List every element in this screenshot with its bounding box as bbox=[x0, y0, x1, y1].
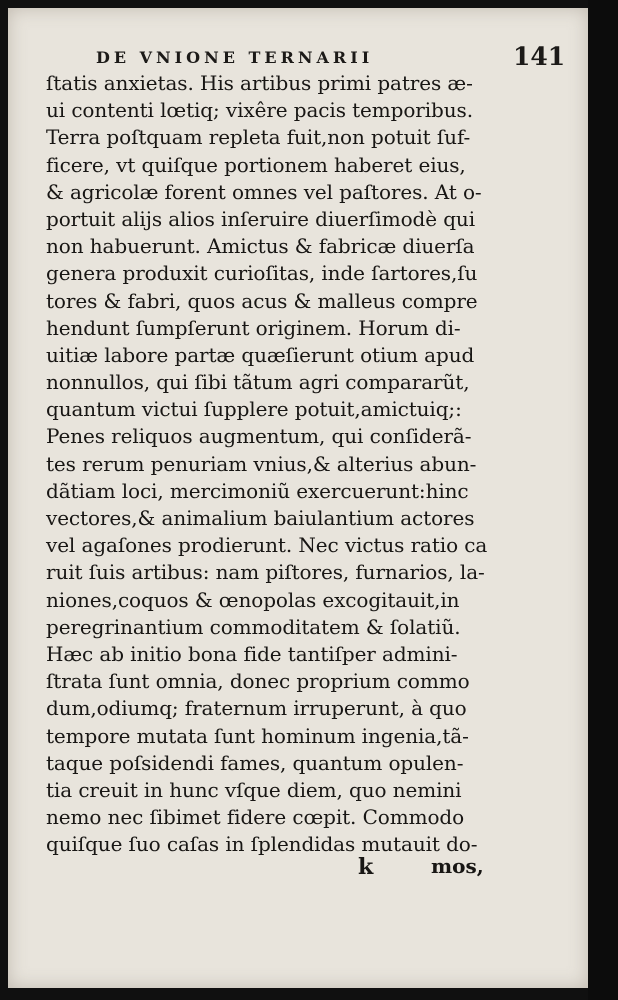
text-line: tores & fabri, quos acus & malleus compre bbox=[46, 288, 478, 313]
text-line: vel agaſones prodierunt. Nec victus ratio ca bbox=[46, 533, 488, 558]
text-line: Terra poſtquam repleta fuit,non potuit ſuf- bbox=[46, 125, 471, 150]
text-line: genera produxit curioſitas, inde ſartores,ſu bbox=[46, 261, 478, 286]
text-line: quiſque ſuo caſas in ſplendidas mutauit do- bbox=[46, 832, 478, 857]
text-line: taque poſsidendi fames, quantum opulen- bbox=[46, 750, 464, 775]
book-page bbox=[8, 8, 588, 988]
signature-mark: k bbox=[358, 854, 374, 880]
text-line: hendunt ſumpſerunt originem. Horum di- bbox=[46, 315, 461, 340]
text-line: vectores,& animalium baiulantium actores bbox=[46, 506, 475, 530]
text-line: nemo nec ſibimet fidere cœpit. Commodo bbox=[46, 805, 465, 830]
body-text bbox=[46, 70, 496, 858]
text-line: non habuerunt. Amictus & fabricæ diuerſa bbox=[46, 234, 475, 259]
text-line: tes rerum penuriam vnius,& alterius abun- bbox=[46, 451, 477, 476]
text-line: tempore mutata ſunt hominum ingenia,tã- bbox=[46, 723, 469, 748]
page-number: 141 bbox=[513, 42, 566, 71]
text-line: uitiæ labore partæ quæſierunt otium apud bbox=[46, 342, 475, 367]
running-head: DE VNIONE TERNARII bbox=[96, 48, 374, 67]
text-line: portuit alijs alios inſeruire diuerſimodè qui bbox=[46, 206, 475, 231]
text-line: Hæc ab initio bona fide tantiſper admini- bbox=[46, 641, 458, 666]
text-line: tia creuit in hunc vſque diem, quo nemini bbox=[46, 777, 462, 802]
text-line: ui contenti lœtiq; vixêre pacis temporibus. bbox=[46, 98, 473, 123]
text-line: niones,coquos & œnopolas excogitauit,in bbox=[46, 587, 460, 612]
text-line: ruit ſuis artibus: nam piſtores, furnarios, la- bbox=[46, 560, 485, 585]
text-line: ſtatis anxietas. His artibus primi patres æ- bbox=[46, 71, 473, 95]
text-line: ficere, vt quiſque portionem haberet eius, bbox=[46, 152, 466, 177]
text-line: ſtrata ſunt omnia, donec proprium commo bbox=[46, 669, 470, 694]
text-line: dãtiam loci, mercimoniũ exercuerunt:hinc bbox=[46, 478, 469, 503]
scan-border bbox=[588, 0, 618, 1000]
text-line: quantum victui ſupplere potuit,amictuiq;: bbox=[46, 397, 462, 422]
catchword: mos, bbox=[431, 854, 484, 878]
text-line: & agricolæ forent omnes vel paſtores. At o- bbox=[46, 179, 482, 204]
text-line: Penes reliquos augmentum, qui conſiderã- bbox=[46, 424, 472, 449]
text-line: nonnullos, qui ſibi tãtum agri compararũt, bbox=[46, 370, 470, 395]
text-line: dum,odiumq; fraternum irruperunt, à quo bbox=[46, 696, 467, 721]
text-line: peregrinantium commoditatem & ſolatiũ. bbox=[46, 614, 461, 639]
